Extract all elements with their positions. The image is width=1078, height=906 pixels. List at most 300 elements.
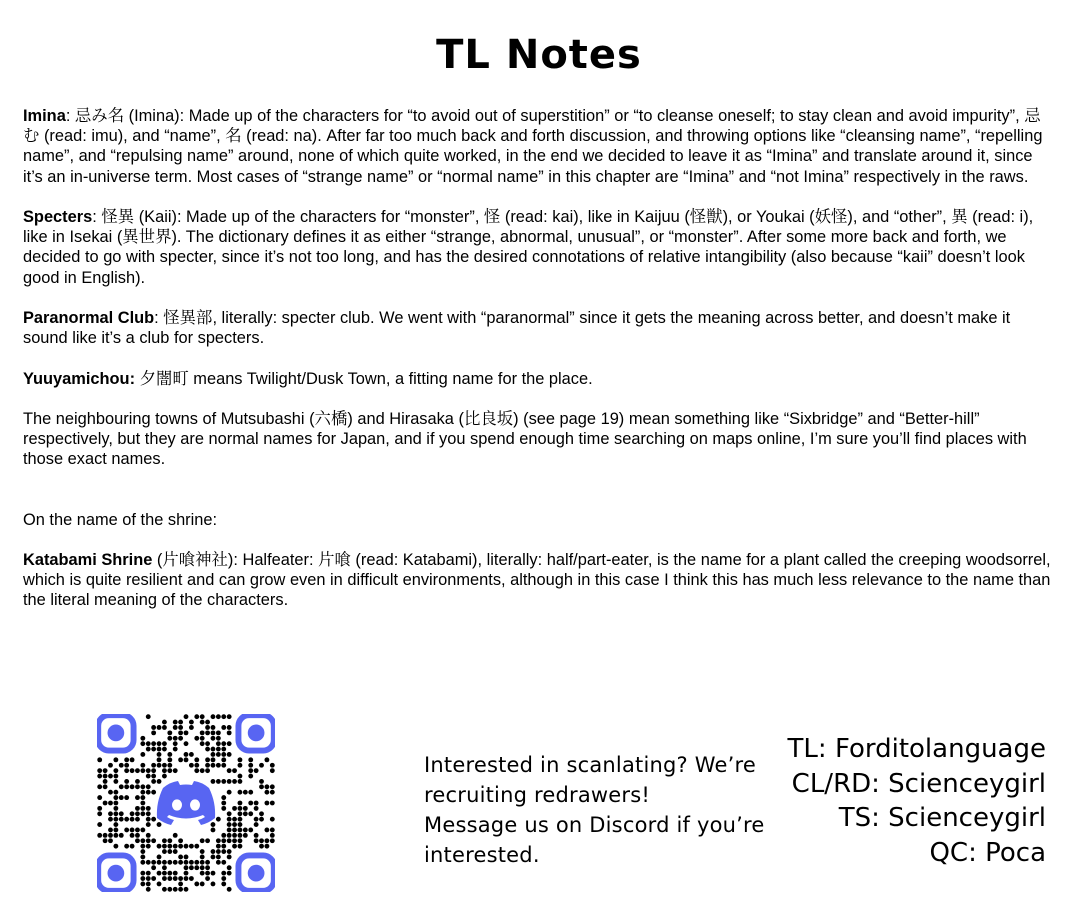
qr-module: [113, 768, 118, 773]
qr-module: [103, 774, 108, 779]
qr-module: [140, 790, 145, 795]
qr-module: [200, 855, 205, 860]
qr-module: [216, 817, 221, 822]
credit-qc: QC: Poca: [929, 837, 1046, 868]
qr-module: [211, 822, 216, 827]
qr-module: [103, 768, 108, 773]
qr-module: [205, 860, 210, 865]
qr-module: [221, 871, 226, 876]
qr-module: [194, 768, 199, 773]
qr-module: [113, 806, 118, 811]
qr-module: [135, 828, 140, 833]
qr-module: [205, 865, 210, 870]
qr-module: [146, 790, 151, 795]
qr-module: [173, 871, 178, 876]
qr-module: [184, 871, 189, 876]
qr-module: [119, 784, 124, 789]
qr-module: [238, 817, 243, 822]
qr-module: [227, 855, 232, 860]
qr-module: [97, 822, 102, 827]
qr-module: [200, 730, 205, 735]
qr-module: [146, 784, 151, 789]
tl-notes-body: [23, 106, 1055, 631]
qr-module: [108, 763, 113, 768]
qr-module: [151, 876, 156, 881]
qr-module: [151, 838, 156, 843]
qr-module: [113, 828, 118, 833]
qr-module: [238, 806, 243, 811]
qr-module: [221, 714, 226, 719]
qr-module: [113, 801, 118, 806]
qr-module: [178, 881, 183, 886]
qr-module: [113, 790, 118, 795]
qr-module: [205, 871, 210, 876]
credit-tl: TL: Forditolanguage: [787, 734, 1046, 764]
qr-module: [254, 817, 259, 822]
qr-module: [140, 838, 145, 843]
qr-module: [162, 838, 167, 843]
qr-module: [135, 784, 140, 789]
qr-module: [124, 817, 129, 822]
qr-module: [205, 838, 210, 843]
qr-module: [238, 779, 243, 784]
qr-module: [248, 757, 253, 762]
qr-module: [205, 763, 210, 768]
qr-module: [205, 768, 210, 773]
qr-module: [178, 720, 183, 725]
qr-module: [227, 790, 232, 795]
qr-module: [173, 747, 178, 752]
credits: [788, 732, 1046, 870]
qr-module: [227, 725, 232, 730]
qr-module: [119, 763, 124, 768]
qr-module: [162, 720, 167, 725]
qr-module: [211, 725, 216, 730]
qr-module: [200, 736, 205, 741]
qr-module: [227, 741, 232, 746]
qr-module: [124, 779, 129, 784]
qr-module: [108, 833, 113, 838]
qr-module: [221, 779, 226, 784]
qr-module: [238, 844, 243, 849]
qr-module: [243, 811, 248, 816]
qr-module: [227, 871, 232, 876]
qr-module: [157, 725, 162, 730]
qr-module: [227, 768, 232, 773]
qr-module: [173, 741, 178, 746]
note-term: Yuuyamichou:: [23, 369, 136, 388]
qr-module: [157, 741, 162, 746]
qr-module: [264, 801, 269, 806]
qr-module: [254, 801, 259, 806]
qr-module: [162, 774, 167, 779]
qr-module: [135, 768, 140, 773]
qr-module: [227, 714, 232, 719]
qr-module: [248, 790, 253, 795]
qr-module: [140, 736, 145, 741]
qr-module: [178, 736, 183, 741]
qr-module: [113, 822, 118, 827]
qr-module: [259, 838, 264, 843]
discord-logo-shape: [157, 781, 215, 825]
qr-module: [97, 833, 102, 838]
qr-module: [130, 784, 135, 789]
qr-module: [130, 833, 135, 838]
qr-module: [205, 730, 210, 735]
qr-module: [227, 865, 232, 870]
qr-module: [178, 876, 183, 881]
qr-module: [140, 801, 145, 806]
qr-module: [135, 806, 140, 811]
qr-module: [216, 747, 221, 752]
qr-module: [200, 881, 205, 886]
qr-module: [178, 855, 183, 860]
discord-qr-code[interactable]: [97, 714, 275, 892]
qr-module: [119, 817, 124, 822]
qr-module: [238, 838, 243, 843]
qr-module: [248, 774, 253, 779]
qr-module: [162, 763, 167, 768]
qr-module: [211, 747, 216, 752]
qr-module: [238, 833, 243, 838]
qr-module: [146, 811, 151, 816]
qr-module: [140, 763, 145, 768]
qr-module: [232, 806, 237, 811]
qr-module: [97, 757, 102, 762]
qr-module: [140, 811, 145, 816]
qr-module: [184, 741, 189, 746]
qr-module: [216, 844, 221, 849]
qr-module: [227, 849, 232, 854]
qr-module: [162, 741, 167, 746]
qr-module: [264, 790, 269, 795]
qr-module: [211, 752, 216, 757]
qr-module: [140, 806, 145, 811]
qr-module: [254, 838, 259, 843]
qr-module: [270, 784, 275, 789]
qr-module: [146, 871, 151, 876]
qr-module: [227, 817, 232, 822]
qr-module: [211, 871, 216, 876]
qr-module: [194, 865, 199, 870]
qr-module: [189, 752, 194, 757]
qr-module: [108, 828, 113, 833]
qr-module: [146, 741, 151, 746]
note-text: (片喰神社): Halfeater: 片喰 (read: Katabami), literally: half/part-eater, is the name for a plant called the creeping woodsorrel, which is quite resilient and can grow even in difficult environments, although in this case I think this has much less relevance to the name than the literal meaning of the characters.: [23, 550, 1051, 610]
qr-module: [119, 833, 124, 838]
qr-module: [184, 865, 189, 870]
qr-module: [189, 865, 194, 870]
qr-module: [205, 757, 210, 762]
promo-line: recruiting redrawers!: [424, 783, 651, 807]
qr-module: [103, 784, 108, 789]
qr-module: [270, 790, 275, 795]
qr-module: [221, 876, 226, 881]
qr-module: [184, 876, 189, 881]
qr-module: [173, 887, 178, 892]
qr-module: [184, 887, 189, 892]
qr-module: [173, 876, 178, 881]
qr-module: [97, 795, 102, 800]
qr-module: [119, 795, 124, 800]
qr-module: [184, 752, 189, 757]
qr-module: [189, 860, 194, 865]
qr-module: [173, 844, 178, 849]
qr-module: [157, 871, 162, 876]
qr-module: [124, 768, 129, 773]
qr-module: [157, 757, 162, 762]
qr-module: [162, 860, 167, 865]
qr-module: [211, 763, 216, 768]
qr-module: [157, 822, 162, 827]
qr-module: [227, 730, 232, 735]
qr-module: [173, 720, 178, 725]
qr-module: [232, 833, 237, 838]
qr-module: [124, 784, 129, 789]
qr-module: [211, 855, 216, 860]
qr-module: [238, 774, 243, 779]
qr-module: [119, 811, 124, 816]
qr-module: [211, 714, 216, 719]
qr-module: [167, 757, 172, 762]
qr-module: [151, 790, 156, 795]
qr-module: [221, 763, 226, 768]
qr-module: [270, 763, 275, 768]
qr-module: [146, 806, 151, 811]
qr-module: [221, 725, 226, 730]
qr-module: [124, 828, 129, 833]
qr-module: [173, 725, 178, 730]
qr-module: [140, 855, 145, 860]
qr-module: [162, 887, 167, 892]
qr-module: [108, 838, 113, 843]
qr-module: [162, 865, 167, 870]
qr-module: [264, 828, 269, 833]
qr-module: [151, 730, 156, 735]
qr-module: [103, 779, 108, 784]
qr-module: [221, 741, 226, 746]
note-neighbouring-towns: [23, 409, 1055, 470]
promo-line: Message us on Discord if you’re: [424, 813, 765, 837]
qr-module: [221, 860, 226, 865]
qr-module: [97, 811, 102, 816]
qr-module: [216, 741, 221, 746]
qr-module: [167, 871, 172, 876]
qr-module: [113, 774, 118, 779]
qr-module: [151, 725, 156, 730]
qr-module: [146, 768, 151, 773]
qr-module: [167, 736, 172, 741]
qr-module: [140, 881, 145, 886]
qr-module: [264, 838, 269, 843]
qr-module: [211, 730, 216, 735]
qr-module: [130, 811, 135, 816]
qr-module: [178, 757, 183, 762]
qr-module: [238, 811, 243, 816]
qr-module: [254, 806, 259, 811]
qr-module: [216, 838, 221, 843]
qr-module: [146, 747, 151, 752]
qr-module: [221, 849, 226, 854]
qr-module: [184, 714, 189, 719]
qr-module: [254, 833, 259, 838]
qr-module: [248, 811, 253, 816]
qr-module: [124, 763, 129, 768]
qr-module: [151, 763, 156, 768]
qr-module: [243, 790, 248, 795]
qr-module: [254, 768, 259, 773]
qr-module: [232, 844, 237, 849]
qr-module: [146, 822, 151, 827]
qr-module: [167, 860, 172, 865]
qr-module: [135, 795, 140, 800]
qr-module: [140, 768, 145, 773]
qr-module: [162, 844, 167, 849]
qr-module: [221, 801, 226, 806]
qr-module: [157, 855, 162, 860]
qr-module: [200, 860, 205, 865]
qr-module: [248, 801, 253, 806]
qr-module: [270, 838, 275, 843]
qr-module: [151, 741, 156, 746]
qr-module: [97, 806, 102, 811]
qr-module: [232, 838, 237, 843]
qr-module: [167, 887, 172, 892]
qr-module: [238, 801, 243, 806]
qr-module: [157, 752, 162, 757]
qr-module: [151, 817, 156, 822]
qr-module: [113, 844, 118, 849]
qr-module: [189, 725, 194, 730]
page-title: TL Notes: [436, 32, 642, 78]
qr-module: [146, 838, 151, 843]
qr-module: [259, 844, 264, 849]
qr-module: [124, 757, 129, 762]
qr-finder-dot: [108, 865, 125, 882]
qr-module: [167, 768, 172, 773]
qr-module: [216, 849, 221, 854]
qr-module: [97, 768, 102, 773]
qr-module: [205, 741, 210, 746]
qr-module: [140, 784, 145, 789]
qr-module: [140, 752, 145, 757]
qr-module: [162, 849, 167, 854]
qr-module: [227, 811, 232, 816]
qr-module: [238, 763, 243, 768]
qr-module: [151, 774, 156, 779]
qr-module: [130, 844, 135, 849]
qr-module: [97, 784, 102, 789]
qr-module: [108, 801, 113, 806]
note-yuuyamichou: [23, 369, 1055, 389]
qr-module: [232, 817, 237, 822]
qr-module: [232, 822, 237, 827]
discord-icon: [156, 773, 216, 833]
note-term: Imina: [23, 107, 66, 125]
note-term: Specters: [23, 208, 93, 226]
qr-module: [211, 736, 216, 741]
qr-module: [243, 828, 248, 833]
qr-module: [216, 752, 221, 757]
qr-module: [124, 795, 129, 800]
qr-module: [200, 871, 205, 876]
qr-module: [135, 833, 140, 838]
qr-module: [221, 795, 226, 800]
qr-module: [216, 860, 221, 865]
qr-module: [178, 838, 183, 843]
qr-module: [194, 881, 199, 886]
qr-module: [113, 811, 118, 816]
qr-module: [248, 828, 253, 833]
qr-module: [227, 752, 232, 757]
qr-module: [227, 833, 232, 838]
qr-module: [108, 790, 113, 795]
qr-module: [205, 876, 210, 881]
qr-module: [227, 838, 232, 843]
qr-module: [194, 844, 199, 849]
qr-module: [167, 838, 172, 843]
qr-module: [227, 887, 232, 892]
qr-module: [130, 768, 135, 773]
qr-module: [140, 795, 145, 800]
qr-module: [227, 779, 232, 784]
qr-module: [221, 838, 226, 843]
qr-module: [108, 811, 113, 816]
qr-module: [146, 860, 151, 865]
qr-module: [200, 714, 205, 719]
qr-module: [167, 763, 172, 768]
qr-module: [238, 822, 243, 827]
qr-module: [140, 876, 145, 881]
qr-module: [130, 817, 135, 822]
qr-module: [173, 736, 178, 741]
qr-module: [232, 828, 237, 833]
qr-module: [259, 763, 264, 768]
qr-module: [259, 811, 264, 816]
qr-module: [151, 860, 156, 865]
qr-module: [178, 887, 183, 892]
qr-module: [194, 860, 199, 865]
qr-module: [254, 822, 259, 827]
qr-finder-dot: [248, 865, 265, 882]
qr-module: [146, 714, 151, 719]
qr-module: [216, 730, 221, 735]
note-text: The neighbouring towns of Mutsubashi (六橋) and Hirasaka (比良坂) (see page 19) mean something like “Sixbridge” and “Better-hill” respectively, but they are normal names for Japan, and if you spend enough time searching on maps online, I’m sure you’ll find places with those exact names.: [23, 409, 1027, 469]
qr-module: [227, 822, 232, 827]
qr-module: [243, 806, 248, 811]
qr-module: [227, 828, 232, 833]
qr-module: [157, 763, 162, 768]
qr-finder-dot: [108, 725, 125, 742]
qr-module: [184, 844, 189, 849]
qr-module: [173, 833, 178, 838]
qr-module: [232, 779, 237, 784]
qr-module: [221, 833, 226, 838]
qr-module: [194, 763, 199, 768]
qr-module: [167, 730, 172, 735]
credit-clrd: CL/RD: Scienceygirl: [791, 768, 1046, 799]
qr-module: [232, 768, 237, 773]
qr-module: [146, 774, 151, 779]
qr-module: [146, 876, 151, 881]
qr-module: [200, 865, 205, 870]
qr-module: [205, 747, 210, 752]
qr-module: [135, 811, 140, 816]
qr-module: [221, 844, 226, 849]
qr-module: [200, 720, 205, 725]
qr-module: [146, 817, 151, 822]
qr-module: [113, 779, 118, 784]
